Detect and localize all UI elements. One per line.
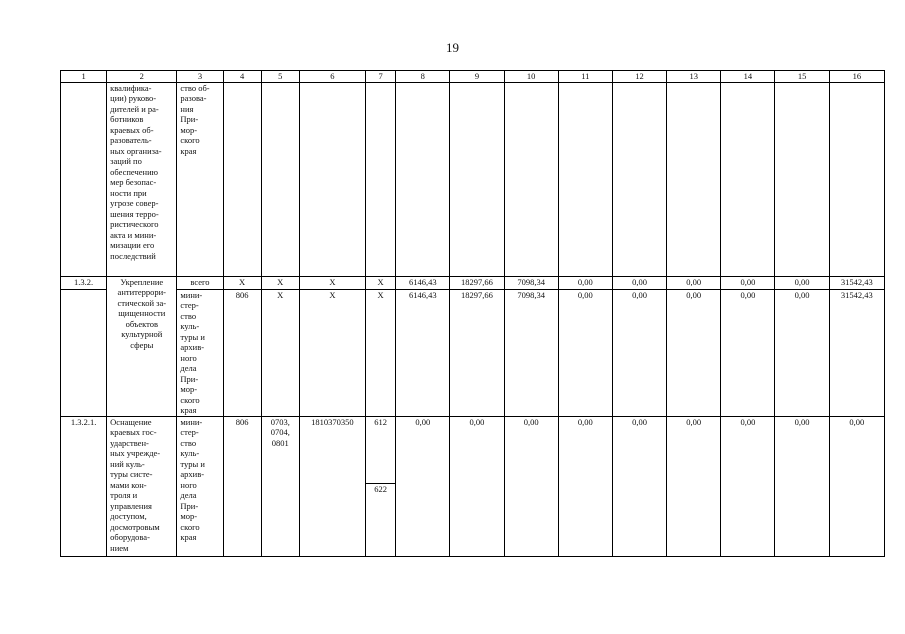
column-header: 8 <box>396 71 450 83</box>
text-line: куль- <box>180 321 200 331</box>
section-codes-cell <box>261 416 299 556</box>
text-line: мами кон- <box>110 479 147 490</box>
text-line: ристического <box>110 219 159 229</box>
text-line: доступом, <box>110 511 147 521</box>
text-line: акта и мини- <box>110 229 157 240</box>
text-line: разова- <box>180 93 207 103</box>
value-cell: X <box>299 289 365 416</box>
value-cell: 0,00 <box>667 416 721 556</box>
text-line: ного <box>180 479 197 490</box>
column-header: 5 <box>261 71 299 83</box>
column-header: 12 <box>612 71 666 83</box>
text-line: мор- <box>180 511 198 521</box>
column-header: 9 <box>450 71 504 83</box>
text-line: ство <box>180 310 197 321</box>
column-header: 4 <box>223 71 261 83</box>
budget-table <box>60 70 885 557</box>
text-line: культурной <box>121 329 163 339</box>
table-row <box>61 416 885 483</box>
expense-type-cell: 612 <box>366 416 396 483</box>
text-line: квалифика- <box>110 82 152 93</box>
executor-cell <box>177 289 223 416</box>
value-cell: 7098,34 <box>504 276 558 289</box>
executor-cell <box>177 416 223 556</box>
value-cell: 0,00 <box>775 416 829 556</box>
column-header: 7 <box>366 71 396 83</box>
text-line: ного <box>180 352 197 363</box>
column-header: 13 <box>667 71 721 83</box>
text-line: При- <box>180 373 199 384</box>
value-cell: 806 <box>223 416 261 556</box>
value-cell: X <box>366 276 396 289</box>
value-cell: 806 <box>223 289 261 416</box>
text-line: ний куль- <box>110 458 145 469</box>
text-line: мини- <box>180 416 203 427</box>
executor-cell: всего <box>177 276 223 289</box>
value-cell: 0,00 <box>558 289 612 416</box>
text-line: 0704, <box>270 427 290 437</box>
text-line: ского <box>180 394 200 405</box>
text-line: края <box>180 405 197 415</box>
value-cell: X <box>366 289 396 416</box>
text-line: сферы <box>130 339 154 350</box>
column-header: 14 <box>721 71 775 83</box>
text-line: дителей и ра- <box>110 103 159 114</box>
executor-cell <box>177 82 223 276</box>
text-line: мер безопас- <box>110 177 157 187</box>
value-cell: 6146,43 <box>396 289 450 416</box>
text-line: обеспечению <box>110 166 158 177</box>
value-cell: 0,00 <box>612 289 666 416</box>
value-cell: 1810370350 <box>299 416 365 556</box>
value-cell: 0,00 <box>450 416 504 556</box>
value-cell: 0,00 <box>775 276 829 289</box>
value-cell: 0,00 <box>721 416 775 556</box>
column-header: 10 <box>504 71 558 83</box>
text-line: заций по <box>110 156 142 166</box>
text-line: стер- <box>180 300 199 310</box>
text-line: куль- <box>180 448 200 458</box>
text-line: краевых гос- <box>110 427 157 437</box>
text-line: Укрепление <box>120 276 164 287</box>
value-cell: 6146,43 <box>396 276 450 289</box>
text-line: При- <box>180 500 199 511</box>
text-line: ского <box>180 135 200 145</box>
activity-name-cell <box>107 416 177 556</box>
text-line: туры систе- <box>110 469 153 479</box>
text-line: последствий <box>110 250 156 261</box>
value-cell: 18297,66 <box>450 276 504 289</box>
value-cell: 0,00 <box>667 289 721 416</box>
text-line: края <box>180 532 197 542</box>
table-header-row <box>61 71 885 83</box>
activity-name-cell <box>107 276 177 416</box>
column-header: 2 <box>107 71 177 83</box>
text-line: ство <box>180 437 197 448</box>
column-header: 15 <box>775 71 829 83</box>
value-cell: X <box>261 289 299 416</box>
item-number: 1.3.2.1. <box>61 416 107 556</box>
text-line: ции) руково- <box>110 93 157 103</box>
value-cell: 0,00 <box>721 276 775 289</box>
text-line: дела <box>180 363 197 373</box>
text-line: ского <box>180 521 200 532</box>
table-row <box>61 82 885 276</box>
text-line: дела <box>180 490 197 500</box>
text-line: троля и <box>110 490 138 500</box>
value-cell: 0,00 <box>829 416 884 556</box>
value-cell: 0,00 <box>558 416 612 556</box>
text-line: мизации его <box>110 240 155 250</box>
text-line: стер- <box>180 427 199 437</box>
text-line: ных организа- <box>110 145 162 156</box>
text-line: досмотровым <box>110 521 160 532</box>
value-cell: X <box>223 276 261 289</box>
value-cell: 0,00 <box>775 289 829 416</box>
text-line: ности при <box>110 187 147 198</box>
text-line: края <box>180 145 197 156</box>
value-cell: 0,00 <box>612 276 666 289</box>
text-line: архив- <box>180 469 205 479</box>
column-header: 3 <box>177 71 223 83</box>
text-line: оборудова- <box>110 532 150 542</box>
table-row <box>61 289 885 416</box>
text-line: мор- <box>180 124 198 135</box>
text-line: нием <box>110 542 129 553</box>
text-line: туры и <box>180 331 205 342</box>
value-cell: 0,00 <box>612 416 666 556</box>
value-cell: 18297,66 <box>450 289 504 416</box>
text-line: Оснащение <box>110 416 152 427</box>
item-number: 1.3.2. <box>61 276 107 289</box>
value-cell: 7098,34 <box>504 289 558 416</box>
expense-type-cell: 622 <box>366 483 396 556</box>
text-line: ударствен- <box>110 437 149 448</box>
value-cell: 31542,43 <box>829 276 884 289</box>
text-line: стической за- <box>117 297 167 308</box>
text-line: ботников <box>110 114 144 124</box>
text-line: мини- <box>180 289 203 300</box>
column-header: 16 <box>829 71 884 83</box>
text-line: антитеррори- <box>117 287 166 297</box>
text-line: объектов <box>125 318 158 329</box>
activity-name-cell <box>107 82 177 276</box>
page-number: 19 <box>446 40 459 55</box>
value-cell: X <box>299 276 365 289</box>
value-cell: 31542,43 <box>829 289 884 416</box>
text-line: шения терро- <box>110 208 159 219</box>
column-header: 1 <box>61 71 107 83</box>
text-line: ных учрежде- <box>110 448 161 458</box>
text-line: 0703, <box>270 416 290 427</box>
column-header: 11 <box>558 71 612 83</box>
text-line: При- <box>180 114 199 124</box>
value-cell: 0,00 <box>396 416 450 556</box>
column-header: 6 <box>299 71 365 83</box>
text-line: угрозе совер- <box>110 198 159 208</box>
text-line: управления <box>110 500 152 511</box>
text-line: архив- <box>180 342 205 352</box>
text-line: мор- <box>180 384 198 394</box>
table-row <box>61 276 885 289</box>
value-cell: 0,00 <box>558 276 612 289</box>
text-line: ния <box>180 103 194 114</box>
text-line: разователь- <box>110 135 152 145</box>
text-line: туры и <box>180 458 205 469</box>
value-cell: 0,00 <box>721 289 775 416</box>
text-line: краевых об- <box>110 124 154 135</box>
text-line: ство об- <box>180 82 210 93</box>
value-cell: X <box>261 276 299 289</box>
text-line: 0801 <box>271 437 289 448</box>
value-cell: 0,00 <box>504 416 558 556</box>
text-line: щищенности <box>118 308 166 318</box>
value-cell: 0,00 <box>667 276 721 289</box>
